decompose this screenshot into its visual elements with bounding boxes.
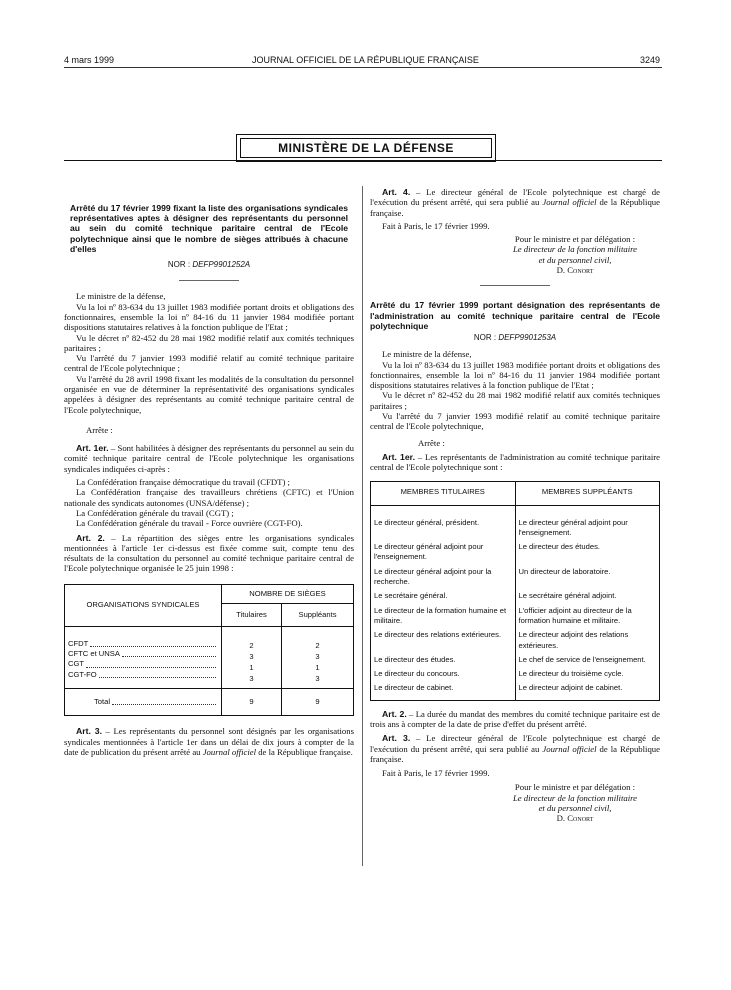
org-cell [68,670,218,680]
paragraph: Vu l'arrêté du 7 janvier 1993 modifié relatif au comité technique paritaire central de l'Ecole polytechnique ; [64,353,354,374]
org-item: La Confédération française démocratique du travail (CFDT) ; [76,477,290,488]
paragraph: Le ministre de la défense, [76,291,166,302]
signature-role: et du personnel civil, [538,803,612,814]
value: 3 [249,652,254,662]
table-row [371,653,660,667]
section-rule [179,280,239,281]
signed-at: Fait à Paris, le 17 février 1999. [382,220,490,231]
suppleant-cell: Un directeur de laboratoire. [515,565,660,590]
article-1 [370,452,660,473]
suppleant-cell: Le directeur des études. [515,540,660,565]
titulaire-cell: Le secrétaire général. [371,589,516,603]
total-label: Total [94,696,111,706]
total-suppleants: 9 [282,688,354,715]
paragraph: Vu l'arrêté du 7 janvier 1993 modifié relatif au comité technique paritaire central de l'Ecole polytechnique, [370,411,660,432]
titulaire-cell: Le directeur du concours. [371,667,516,681]
signature-role: Le directeur de la fonction militaire [512,792,638,803]
nor-code: DEFP9901253A [498,332,557,342]
article-text: – Le directeur général de l'Ecole polytechnique est chargé de l'exécution du présent arrêté, qui sera publié au [370,733,660,754]
table-row [371,667,660,681]
nor-reference-1 [64,260,354,270]
org-cell [68,649,218,659]
value: 2 [249,641,254,651]
suppleant-cell: L'officier adjoint au directeur de la formation humaine et militaire. [515,604,660,629]
table-row [371,505,660,540]
org-item: La Confédération générale du travail (CGT) ; [76,507,234,518]
suppleant-cell: Le directeur adjoint de cabinet. [515,681,660,700]
article-label: Art. 2. [382,708,407,719]
org-cell [68,659,218,669]
article-label: Art. 3. [76,726,102,737]
right-column [370,187,660,824]
article-label: Art. 1er. [382,451,415,462]
table-row [371,604,660,629]
org-name: CGT-FO [68,669,97,679]
signature-for: Pour le ministre et par délégation : [514,782,636,793]
titulaire-cell: Le directeur général adjoint pour l'enseignement. [371,540,516,565]
column-divider [362,186,363,866]
value: 2 [315,641,320,651]
article-3 [370,733,660,764]
suppleant-cell: Le directeur général adjoint pour l'enseignement. [515,505,660,540]
col-header-titulaires: Titulaires [222,603,282,626]
article-text: – La durée du mandat des membres du comité technique paritaire est de trois ans à compter de la date de prise d'effet du présent arrêté. [370,708,660,729]
col-header-titulaires: MEMBRES TITULAIRES [371,481,516,505]
seats-table [64,584,354,716]
ministry-rule [64,160,662,161]
paragraph: Vu l'arrêté du 28 avril 1998 fixant les modalités de la consultation du personnel organisée en vue de déterminer la représentativité des organisations syndicales appelées à désigner des représentants au comité technique paritaire central de l'Ecole polytechnique, [64,373,354,415]
journal-ref: Journal officiel [542,743,597,754]
table-row [371,589,660,603]
value: 1 [315,663,320,673]
article-label: Art. 1er. [76,443,109,454]
nor-reference-2 [370,333,660,343]
value: 3 [315,674,320,684]
decree-title-2: Arrêté du 17 février 1999 portant désignation des représentants de l'administration au comité technique paritaire central de l'Ecole polytechnique [370,300,660,331]
article-label: Art. 2. [76,532,105,543]
org-cell [68,639,218,649]
paragraph: Vu le décret nº 82-452 du 28 mai 1982 modifié relatif aux comités techniques paritaires ; [64,332,354,353]
titulaire-cell: Le directeur général adjoint pour la recherche. [371,565,516,590]
nor-label: NOR : [167,260,191,270]
issue-date: 4 mars 1999 [64,55,115,65]
col-header-org: ORGANISATIONS SYNDICALES [65,584,222,626]
nor-code: DEFP9901252A [192,260,251,270]
table-row [371,565,660,590]
value: 3 [249,674,254,684]
article-text: – Les représentants du personnel sont désignés par les organisations syndicales mentionnées à l'article 1er dans un délai de dix jours à compter de la date de publication du présent arrêté au [64,726,354,757]
table-row [371,540,660,565]
col-header-suppleants: Suppléants [282,603,354,626]
arrete-label: Arrête : [418,437,445,448]
suppleant-cell: Le chef de service de l'enseignement. [515,653,660,667]
article-text: de la République française. [256,746,353,757]
org-item: La Confédération française des travailleurs chrétiens (CFTC) et l'Union nationale des syndicats autonomes (UNSA/défense) ; [64,487,354,508]
signature-name: D. Conort [556,265,594,276]
signature-for: Pour le ministre et par délégation : [514,234,636,245]
arrete-label: Arrête : [86,424,113,435]
article-4 [370,187,660,218]
article-2 [370,709,660,730]
header-rule [64,67,662,68]
article-3 [64,726,354,757]
signature-role: Le directeur de la fonction militaire [512,244,638,255]
value: 3 [315,652,320,662]
paragraph: Le ministre de la défense, [382,349,472,360]
table-row [65,626,354,688]
col-header-suppleants: MEMBRES SUPPLÉANTS [515,481,660,505]
article-text: – La répartition des sièges entre les organisations syndicales mentionnées à l'article 1er ci-dessus est fixée comme suit, compte tenu des résultats de la consultation du personnel au comité technique paritaire central de l'Ecole polytechnique organisée le 25 juin 1998 : [64,532,355,574]
suppleant-cell: Le directeur du troisième cycle. [515,667,660,681]
journal-ref: Journal officiel [542,197,597,208]
page-number: 3249 [639,55,660,65]
journal-ref: Journal officiel [202,746,257,757]
table-row [371,681,660,700]
article-text: – Les représentants de l'administration au comité technique paritaire central de l'Ecole polytechnique sont : [370,451,660,473]
members-table [370,481,660,701]
article-1 [64,443,354,474]
article-text: – Le directeur général de l'Ecole polytechnique est chargé de l'exécution du présent arrêté, qui sera publié au [370,187,660,208]
titulaires-cell [222,626,282,688]
article-label: Art. 3. [382,733,411,744]
article-text: – Sont habilitées à désigner des représentants du personnel au sein du comité technique paritaire central de l'Ecole polytechnique les organisations syndicales indiquées ci-après : [64,443,355,474]
signature-name: D. Conort [556,813,594,824]
table-row [371,628,660,653]
total-label-cell [65,688,222,715]
ministry-heading: MINISTÈRE DE LA DÉFENSE [240,138,492,158]
signed-at: Fait à Paris, le 17 février 1999. [382,768,490,779]
ministry-box [236,134,496,162]
article-text: de la République française. [370,197,660,218]
nor-label: NOR : [473,332,497,342]
article-label: Art. 4. [382,187,411,197]
left-column [64,203,354,757]
total-row [65,688,354,715]
org-name: CGT [68,659,85,669]
signature-role: et du personnel civil, [538,254,612,265]
value: 1 [249,663,254,673]
org-item: La Confédération générale du travail - Force ouvrière (CGT-FO). [76,518,303,529]
article-2 [64,533,354,574]
titulaire-cell: Le directeur de la formation humaine et militaire. [371,604,516,629]
journal-title: JOURNAL OFFICIEL DE LA RÉPUBLIQUE FRANÇAISE [252,55,479,65]
titulaire-cell: Le directeur des relations extérieures. [371,628,516,653]
paragraph: Vu la loi nº 83-634 du 13 juillet 1983 modifiée portant droits et obligations des fonctionnaires, ensemble la loi nº 84-16 du 11 janvier 1984 modifiée portant dispositions statutaires relatives à la fonction publique de l'Etat ; [64,301,354,333]
suppleants-cell [282,626,354,688]
col-header-seats: NOMBRE DE SIÈGES [222,584,354,603]
org-name: CFTC et UNSA [68,649,120,659]
suppleant-cell: Le secrétaire général adjoint. [515,589,660,603]
titulaire-cell: Le directeur de cabinet. [371,681,516,700]
decree-title-1: Arrêté du 17 février 1999 fixant la liste des organisations syndicales représentatives aptes à désigner des représentants du personnel au sein du comité technique paritaire central de l'Ecole polytechnique ainsi que le nombre de sièges attribués à chacune d'elles [70,203,348,254]
suppleant-cell: Le directeur adjoint des relations extérieures. [515,628,660,653]
titulaire-cell: Le directeur des études. [371,653,516,667]
paragraph: Vu le décret nº 82-452 du 28 mai 1982 modifié relatif aux comités techniques paritaires ; [370,390,660,411]
titulaire-cell: Le directeur général, président. [371,505,516,540]
section-rule [480,285,550,286]
org-name: CFDT [68,638,89,648]
total-titulaires: 9 [222,688,282,715]
article-text: de la République française. [370,743,660,764]
paragraph: Vu la loi nº 83-634 du 13 juillet 1983 modifiée portant droits et obligations des fonctionnaires, ensemble la loi nº 84-16 du 11 janvier 1984 modifiée portant dispositions statutaires relatives à la fonction publique de l'Etat ; [370,359,660,391]
